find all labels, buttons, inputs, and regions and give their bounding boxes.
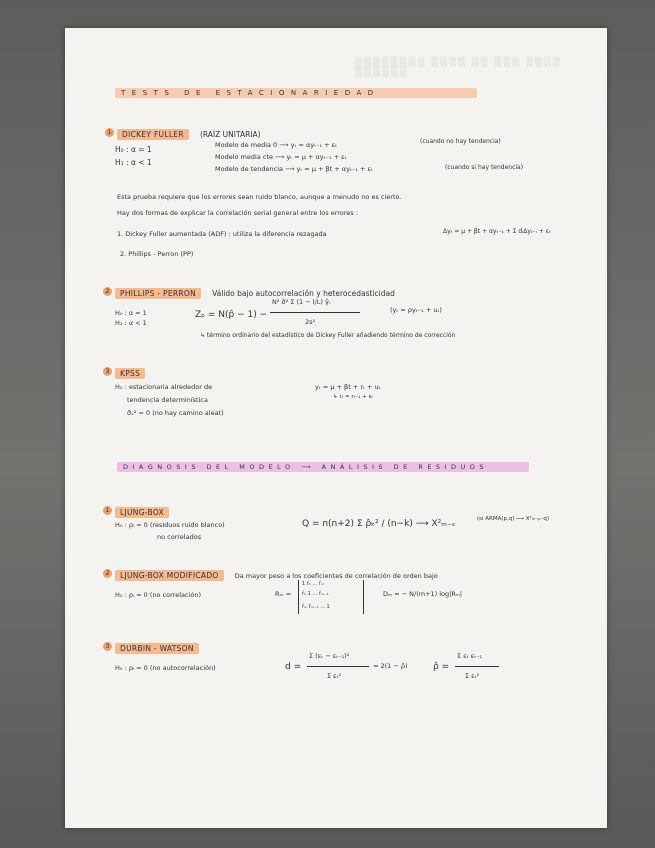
df-h1: H₁ : α < 1 (115, 158, 152, 167)
df-heading (105, 122, 261, 141)
lbm-heading (103, 563, 438, 582)
kpss-heading (103, 361, 145, 380)
lbm-rm-row-1: 1 r̂₁ ... r̂ₘ (302, 581, 324, 587)
df-item-1-formula: Δyₜ = μ + βt + αyₜ₋₁ + Σ dᵢΔyₜ₋ᵢ + εₜ (443, 228, 551, 235)
df-model-1: Modelo media cte ⟶ yₜ = μ + αyₜ₋₁ + εₜ (215, 153, 347, 161)
df-model-0: Modelo de media 0 ⟶ yₜ = αyₜ₋₁ + εₜ (215, 141, 338, 149)
pp-formula-den: 2s² (305, 318, 316, 326)
dw-label: DURBIN - WATSON (115, 643, 199, 654)
pp-desc: Válido bajo autocorrelación y heterocedasticidad (212, 289, 395, 298)
df-item-2: 2. Phillips - Perron (PP) (120, 250, 194, 258)
pp-h0: H₀ : α = 1 (115, 309, 147, 317)
df-item-1: 1. Dickey Fuller aumentada (ADF) : utiliza la diferencia rezagada (117, 230, 327, 238)
kpss-h0c: σ̂ᵥ² = 0 (no hay camino aleat) (127, 409, 224, 417)
lbm-rm-row-3: r̂ₘ r̂ₘ₋₁ ... 1 (302, 604, 330, 610)
kpss-label: KPSS (115, 368, 145, 379)
lbm-desc: Da mayor peso a los coeficientes de correlación de orden bajo (234, 572, 438, 580)
lbm-number: 2 (103, 569, 112, 578)
dw-d-num: Σ (εₜ − εₜ₋₁)² (309, 652, 350, 660)
dw-h0: H₀ : ρᵢ = 0 (no autocorrelación) (115, 664, 216, 672)
dw-d-fraction-bar (307, 666, 369, 667)
lbm-label: LJUNG-BOX MODIFICADO (115, 570, 224, 581)
kpss-number: 3 (103, 367, 112, 376)
lb-number: 1 (103, 506, 112, 515)
notebook-page (65, 28, 607, 828)
lbm-dm: Dₘ = − N/(m+1) log|Rₘ| (383, 590, 463, 598)
dw-rho-den: Σ εₜ² (465, 672, 480, 680)
title-diagnosis: DIAGNOSIS DEL MODELO ⟶ ANÁLISIS DE RESIDUOS (117, 462, 529, 472)
pp-label: PHILLIPS - PERRON (115, 288, 201, 299)
lb-h0b: no correlados (157, 533, 202, 541)
lbm-rm-lhs: Rₘ = (275, 590, 292, 598)
kpss-formula-2: ↳ rₜ = rₜ₋₁ + εₜ (333, 394, 374, 400)
df-text-1: Esta prueba requiere que los errores sean ruido blanco, aunque a menudo no es cierto. (117, 193, 402, 201)
df-text-2: Hay dos formas de explicar la correlación serial general entre los errores : (117, 209, 358, 217)
dw-rho-num: Σ εₜ εₜ₋₁ (457, 652, 483, 660)
pp-note: ↳ término ordinario del estadístico de Dickey Fuller añadiendo término de corrección (200, 332, 456, 339)
df-number: 1 (105, 128, 114, 137)
pp-fraction-bar (270, 312, 360, 313)
dw-number: 3 (103, 642, 112, 651)
kpss-formula-1: yₜ = μ + βt + rₜ + uₜ (315, 383, 381, 391)
kpss-h0a: H₀ : estacionaria alrededor de (115, 383, 213, 391)
df-subtitle: (RAÍZ UNITARIA) (199, 130, 261, 139)
df-note-0: (cuando no hay tendencia) (420, 138, 501, 145)
pp-heading (103, 281, 395, 300)
df-label: DICKEY FULLER (117, 129, 189, 140)
lb-note: (si ARMA(p,q) ⟶ X²ₘ₋ₚ₋q) (477, 516, 549, 522)
dw-d-approx: ≈ 2(1 − ρ̂) (373, 662, 408, 670)
dw-d-lhs: d = (285, 662, 302, 672)
dw-rho-fraction-bar (455, 666, 499, 667)
lbm-h0: H₀ : ρᵢ = 0 (no correlación) (115, 591, 202, 599)
bleed-through: ▒▒▒▒▒▒▒▒ ▒▒▒▒ ▒▒ ▒▒▒ ▒▒▒▒ ▒▒▒▒▒▒ (355, 58, 562, 78)
lb-heading (103, 500, 169, 519)
lbm-rm-row-2: r̂₁ 1 ... r̂ₘ₋₁ (302, 591, 329, 597)
pp-h1: H₁ : α < 1 (115, 319, 147, 327)
df-model-2: Modelo de tendencia ⟶ yₜ = μ + βt + αyₜ₋₁ + εₜ (215, 165, 373, 173)
lb-formula: Q = n(n+2) Σ ρ̂ₖ² / (n−k) ⟶ X²ₘ₋ₛ (302, 519, 455, 529)
pp-number: 2 (103, 287, 112, 296)
lb-label: LJUNG-BOX (115, 507, 169, 518)
df-h0: H₀ : α = 1 (115, 145, 152, 154)
dw-d-den: Σ εₜ² (327, 672, 342, 680)
dw-heading (103, 636, 199, 655)
pp-formula-rhs: (yₜ = ρyₜ₋₁ + uₜ) (390, 306, 442, 314)
df-note-1: (cuando si hay tendencia) (445, 164, 524, 171)
kpss-h0b: tendencia determinística (127, 396, 208, 404)
pp-formula-lhs: Zₚ = N(p̂ − 1) − (195, 310, 268, 320)
lb-h0a: H₀ : ρᵢ = 0 (residuos ruido blanco) (115, 521, 225, 529)
pp-formula-num: N² σ̂² Σ (1 − l/L) γ̂ₗ (272, 298, 330, 306)
title-stationarity: TESTS DE ESTACIONARIEDAD (115, 88, 477, 98)
dw-rho-lhs: ρ̂ = (433, 662, 450, 672)
